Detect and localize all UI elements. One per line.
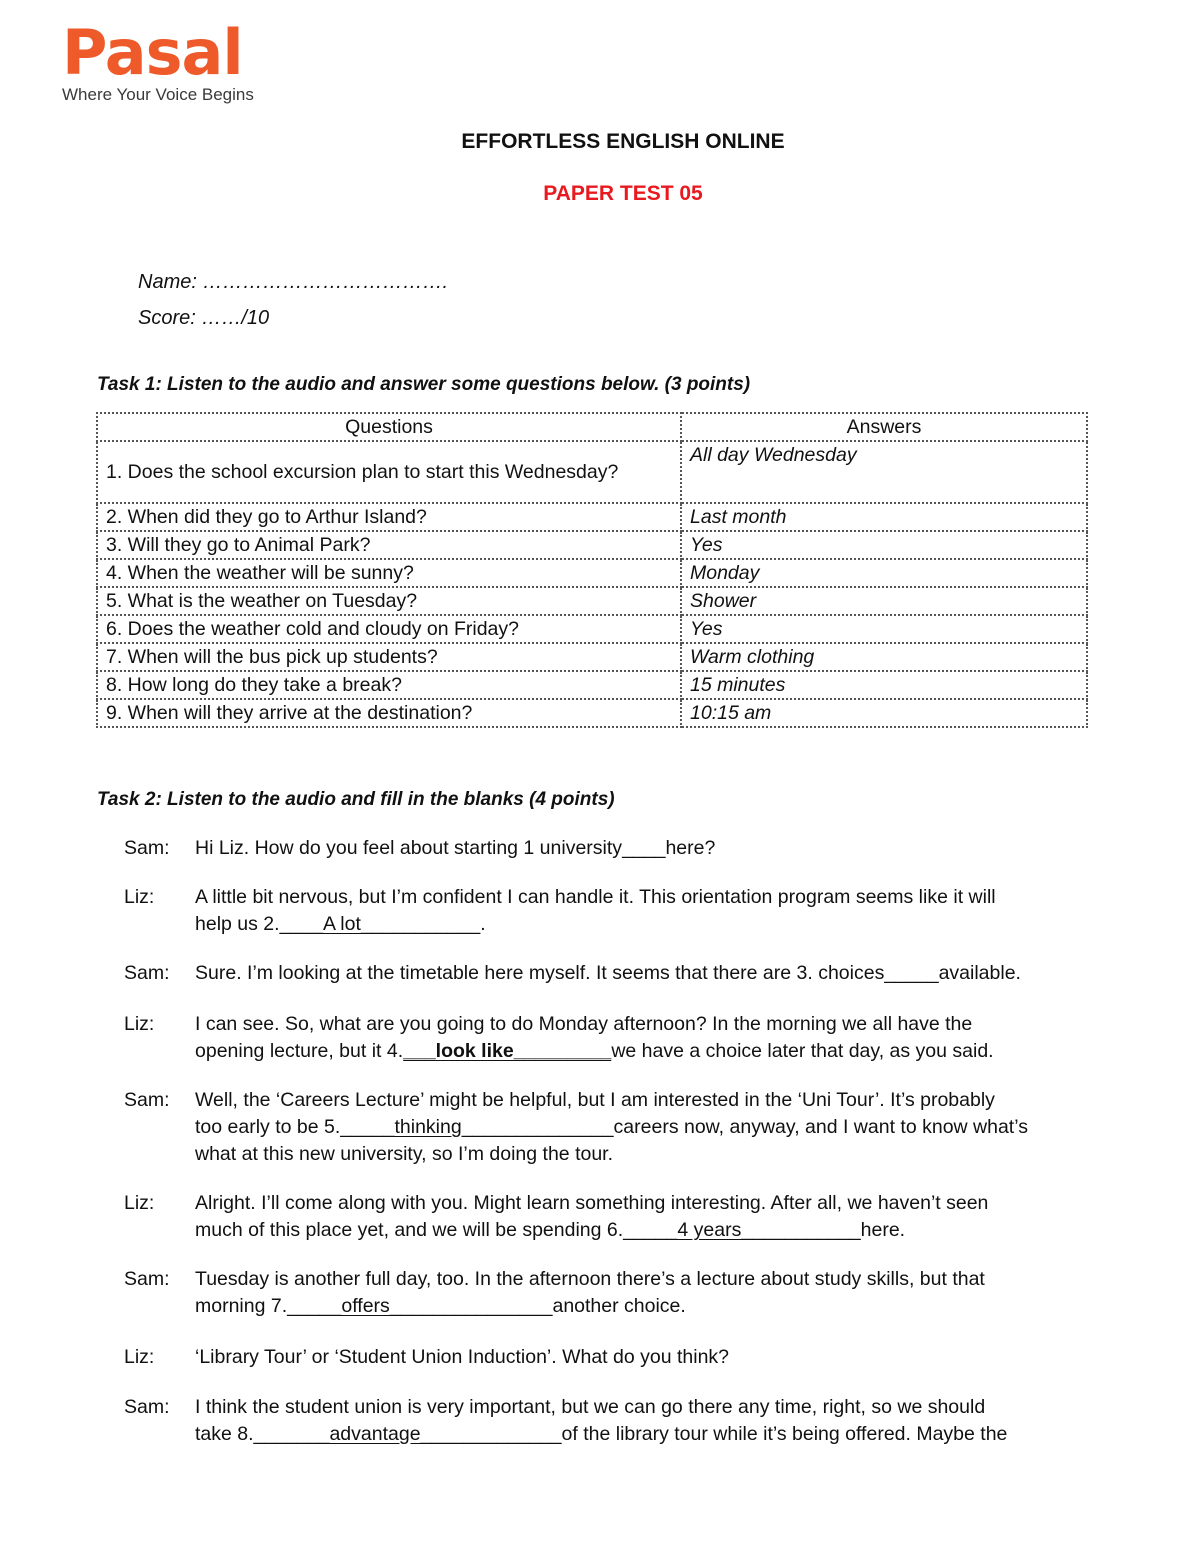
questions-table [96,412,1088,728]
text-segment: careers now, anyway, and I want to know what’s [613,1116,1028,1138]
dialogue-text [195,884,1110,938]
brand-logo [62,16,254,104]
text-segment: morning 7. [195,1295,288,1317]
speaker-label: Liz: [124,1013,155,1035]
task2-heading: Task 2: Listen to the audio and fill in the blanks (4 points) [97,789,615,810]
column-header-answers: Answers [681,413,1087,441]
dialogue-text [195,1190,1110,1244]
dialogue-text [195,1011,1110,1065]
table-row [97,587,1087,615]
question-cell: 6. Does the weather cold and cloudy on Friday? [97,615,681,643]
answer-blank: ___look like_________ [403,1040,612,1062]
task1-heading: Task 1: Listen to the audio and answer some questions below. (3 points) [97,374,751,395]
text-segment: another choice. [552,1295,686,1317]
dialogue-text [195,960,1110,987]
page-subtitle: PAPER TEST 05 [543,182,703,205]
speaker-label: Sam: [124,1268,170,1290]
text-segment: too early to be 5. [195,1116,341,1138]
page-title: EFFORTLESS ENGLISH ONLINE [461,130,785,153]
text-segment: much of this place yet, and we will be spending 6. [195,1219,624,1241]
text-segment: Tuesday is another full day, too. In the afternoon there’s a lecture about study skills, but that [195,1268,985,1290]
answer-cell: 15 minutes [681,671,1087,699]
table-row [97,643,1087,671]
text-segment: of the library tour while it’s being offered. Maybe the [561,1423,1008,1445]
table-row [97,615,1087,643]
question-cell: 4. When the weather will be sunny? [97,559,681,587]
question-cell: 5. What is the weather on Tuesday? [97,587,681,615]
question-cell: 2. When did they go to Arthur Island? [97,503,681,531]
text-segment: help us 2. [195,913,280,935]
speaker-label: Sam: [124,1089,170,1111]
text-segment: available. [938,962,1021,984]
question-cell: 7. When will the bus pick up students? [97,643,681,671]
speaker-label: Sam: [124,1396,170,1418]
text-segment: Hi Liz. How do you feel about starting 1 university [195,837,623,859]
text-segment: Alright. I’ll come along with you. Might learn something interesting. After all, we haven’t seen [195,1192,989,1214]
text-segment: here. [860,1219,906,1241]
answer-blank: _______advantage_____________ [253,1423,562,1445]
table-row [97,503,1087,531]
text-segment: what at this new university, so I’m doing the tour. [195,1143,614,1165]
answer-cell: Warm clothing [681,643,1087,671]
dialogue-text [195,1087,1110,1168]
table-header-row [97,413,1087,441]
dialogue-text: ‘Library Tour’ or ‘Student Union Induction’. What do you think? [195,1346,730,1368]
answer-cell: Last month [681,503,1087,531]
question-cell: 9. When will they arrive at the destination? [97,699,681,727]
dialogue-text [195,835,1110,862]
table-row [97,699,1087,727]
table-row [97,671,1087,699]
answer-cell: Yes [681,615,1087,643]
column-header-questions: Questions [97,413,681,441]
answer-blank: _____thinking______________ [340,1116,614,1138]
answer-blank: ____A lot___________ [279,913,481,935]
answer-cell: Yes [681,531,1087,559]
speaker-label: Liz: [124,1192,155,1214]
dialogue-text [195,1266,1110,1320]
text-segment: take 8. [195,1423,254,1445]
question-cell: 8. How long do they take a break? [97,671,681,699]
text-segment: I can see. So, what are you going to do Monday afternoon? In the morning we all have the [195,1013,973,1035]
answer-blank: _____4 years___________ [623,1219,861,1241]
name-line: Name: ………………………………. [138,271,449,293]
answer-blank: _____offers_______________ [287,1295,553,1317]
table-row [97,441,1087,503]
text-segment: opening lecture, but it 4. [195,1040,404,1062]
table-row [97,531,1087,559]
dialogue-text [195,1394,1110,1448]
answer-cell: Monday [681,559,1087,587]
speaker-label: Liz: [124,886,155,908]
table-row [97,559,1087,587]
speaker-label: Liz: [124,1346,155,1368]
text-segment: . [480,913,486,935]
text-segment: here? [665,837,716,859]
answer-cell: 10:15 am [681,699,1087,727]
text-segment: Sure. I’m looking at the timetable here myself. It seems that there are 3. choices [195,962,885,984]
logo-tagline: Where Your Voice Begins [62,85,254,104]
speaker-label: Sam: [124,837,170,859]
speaker-label: Sam: [124,962,170,984]
answer-blank: ____ [622,837,666,859]
text-segment: A little bit nervous, but I’m confident I can handle it. This orientation program seems like it will [195,886,996,908]
question-cell: 1. Does the school excursion plan to start this Wednesday? [97,441,681,503]
logo-wordmark: Pasal [62,16,243,89]
question-cell: 3. Will they go to Animal Park? [97,531,681,559]
text-segment: we have a choice later that day, as you said. [611,1040,994,1062]
answer-cell: Shower [681,587,1087,615]
text-segment: I think the student union is very important, but we can go there any time, right, so we should [195,1396,986,1418]
text-segment: Well, the ‘Careers Lecture’ might be helpful, but I am interested in the ‘Uni Tour’. It’s probably [195,1089,995,1111]
answer-cell: All day Wednesday [681,441,1087,503]
answer-blank: _____ [884,962,939,984]
score-line: Score: ……/10 [138,307,270,329]
